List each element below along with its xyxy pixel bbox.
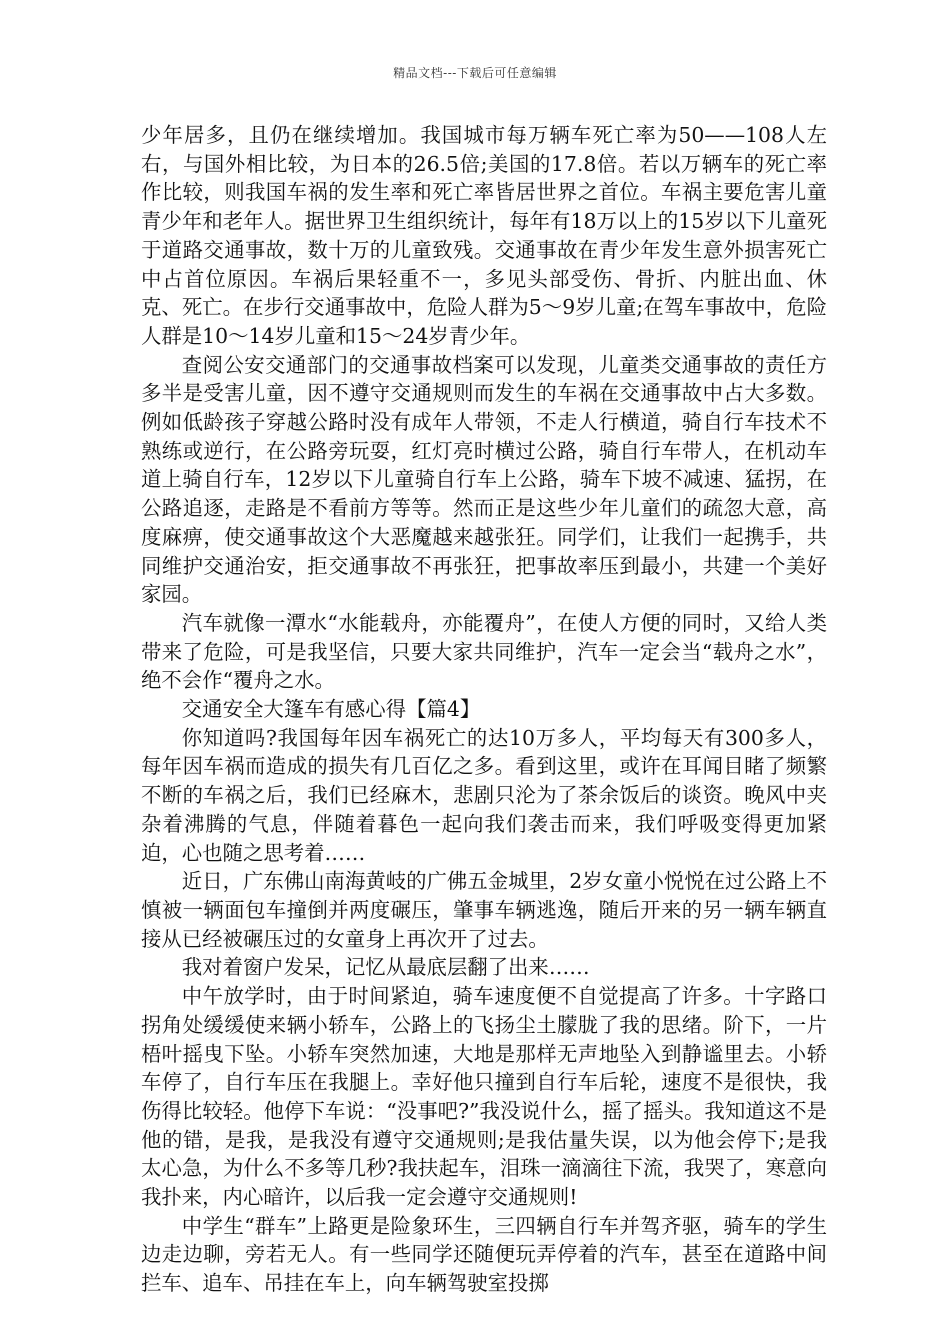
paragraph-4: 你知道吗?我国每年因车祸死亡的达10万多人，平均每天有300多人，每年因车祸而造成的损失有几百亿之多。看到这里，或许在耳闻目睹了频繁不断的车祸之后，我们已经麻木，悲剧只沦为了茶余饭后的谈资。晚风中夹杂着沸腾的气息，伴随着暮色一起向我们袭击而来，我们呼吸变得更加紧迫，心也随之思考着…… <box>141 725 827 865</box>
page-header: 精品文档---下载后可任意编辑 <box>393 66 557 80</box>
paragraph-3: 汽车就像一潭水“水能载舟，亦能覆舟”，在使人方便的同时，又给人类带来了危险，可是我坚信，只要大家共同维护，汽车一定会当“载舟之水”，绝不会作“覆舟之水。 <box>141 610 827 693</box>
section-heading: 交通安全大篷车有感心得【篇4】 <box>181 697 481 722</box>
paragraph-7: 中午放学时，由于时间紧迫，骑车速度便不自觉提高了许多。十字路口拐角处缓缓使来辆小轿车，公路上的飞扬尘土朦胧了我的思绪。阶下，一片梧叶摇曳下坠。小轿车突然加速，大地是那样无声地坠入到静谧里去。小轿车停了，自行车压在我腿上。幸好他只撞到自行车后轮，速度不是很快，我伤得比较轻。他停下车说：“没事吧?”我没说什么，摇了摇头。我知道这不是他的错，是我，是我没有遵守交通规则;是我估量失误，以为他会停下;是我太心急，为什么不多等几秒?我扶起车，泪珠一滴滴往下流，我哭了，寒意向我扑来，内心暗许，以后我一定会遵守交通规则! <box>141 984 827 1210</box>
paragraph-8: 中学生“群车”上路更是险象环生，三四辆自行车并驾齐驱，骑车的学生边走边聊，旁若无人。有一些同学还随便玩弄停着的汽车，甚至在道路中间拦车、追车、吊挂在车上，向车辆驾驶室投掷 <box>141 1213 827 1296</box>
paragraph-5: 近日，广东佛山南海黄岐的广佛五金城里，2岁女童小悦悦在过公路上不慎被一辆面包车撞倒并两度碾压，肇事车辆逃逸，随后开来的另一辆车辆直接从已经被碾压过的女童身上再次开了过去。 <box>141 869 827 951</box>
paragraph-6: 我对着窗户发呆，记忆从最底层翻了出来…… <box>181 955 590 980</box>
document-body <box>141 121 827 1298</box>
paragraph-2: 查阅公安交通部门的交通事故档案可以发现，儿童类交通事故的责任方多半是受害儿童，因不遵守交通规则而发生的车祸在交通事故中占大多数。例如低龄孩子穿越公路时没有成年人带领，不走人行横道，骑自行车技术不熟练或逆行，在公路旁玩耍，红灯亮时横过公路，骑自行车带人，在机动车道上骑自行车，12岁以下儿童骑自行车上公路，骑车下坡不减速、猛拐，在公路追逐，走路是不看前方等等。然而正是这些少年儿童们的疏忽大意，高度麻痹，使交通事故这个大恶魔越来越张狂。同学们，让我们一起携手，共同维护交通治安，拒交通事故不再张狂，把事故率压到最小，共建一个美好家园。 <box>141 352 827 607</box>
paragraph-1: 少年居多，且仍在继续增加。我国城市每万辆车死亡率为50——108人左右，与国外相比较，为日本的26.5倍;美国的17.8倍。若以万辆车的死亡率作比较，则我国车祸的发生率和死亡率皆居世界之首位。车祸主要危害儿童青少年和老年人。据世界卫生组织统计，每年有18万以上的15岁以下儿童死于道路交通事故，数十万的儿童致残。交通事故在青少年发生意外损害死亡中占首位原因。车祸后果轻重不一，多见头部受伤、骨折、内脏出血、休克、死亡。在步行交通事故中，危险人群为5～9岁儿童;在驾车事故中，危险人群是10～14岁儿童和15～24岁青少年。 <box>141 123 827 348</box>
